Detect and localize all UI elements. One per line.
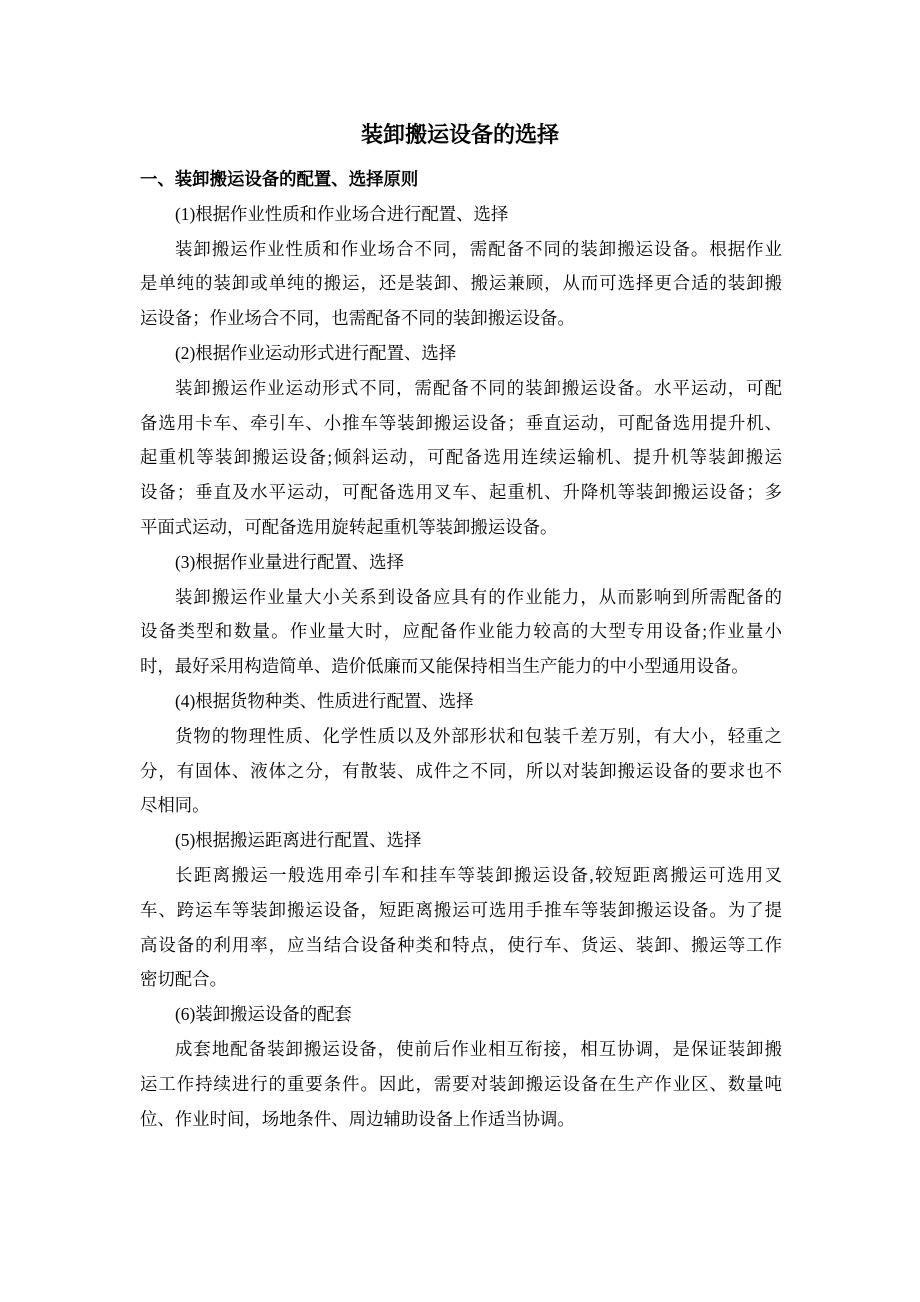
paragraph-line: 车、跨运车等装卸搬运设备，短距离搬运可选用手推车等装卸搬运设备。为了提 (140, 899, 782, 920)
paragraph-line: 是单纯的装卸或单纯的搬运，还是装卸、搬运兼顾，从而可选择更合适的装卸搬 (140, 273, 782, 294)
paragraph-line: 高设备的利用率，应当结合设备种类和特点，使行车、货运、装卸、搬运等工作 (140, 934, 782, 955)
paragraph-line: 装卸搬运作业量大小关系到设备应具有的作业能力，从而影响到所需配备的 (175, 586, 782, 607)
paragraph-line: 位、作业时间，场地条件、周边辅助设备上作适当协调。 (140, 1108, 575, 1129)
principle-subheading: (2)根据作业运动形式进行配置、选择 (175, 342, 457, 363)
principle-section (140, 336, 782, 545)
principle-subheading: (6)装卸搬运设备的配套 (175, 1004, 352, 1025)
paragraph-line: 尽相同。 (140, 795, 210, 816)
document-body (140, 162, 782, 1136)
paragraph-line: 货物的物理性质、化学性质以及外部形状和包装千差万别，有大小，轻重之 (175, 725, 782, 746)
principle-section (140, 997, 782, 1136)
principle-subheading: (5)根据搬运距离进行配置、选择 (175, 830, 422, 851)
principle-section (140, 684, 782, 823)
principle-section (140, 197, 782, 336)
paragraph-line: 运工作持续进行的重要条件。因此，需要对装卸搬运设备在生产作业区、数量吨 (140, 1073, 782, 1094)
paragraph-line: 装卸搬运作业性质和作业场合不同，需配备不同的装卸搬运设备。根据作业 (175, 238, 782, 259)
document-title: 装卸搬运设备的选择 (360, 122, 559, 147)
paragraph-line: 备选用卡车、牵引车、小推车等装卸搬运设备；垂直运动，可配备选用提升机、 (140, 412, 782, 433)
paragraph-line: 运设备；作业场合不同，也需配备不同的装卸搬运设备。 (140, 308, 575, 329)
principle-subheading: (3)根据作业量进行配置、选择 (175, 551, 404, 572)
paragraph-line: 平面式运动，可配备选用旋转起重机等装卸搬运设备。 (140, 516, 558, 537)
sections (140, 197, 782, 1137)
principle-section (140, 545, 782, 684)
paragraph-line: 密切配合。 (140, 969, 227, 990)
paragraph-line: 设备；垂直及水平运动，可配备选用叉车、起重机、升降机等装卸搬运设备；多 (140, 482, 782, 503)
principle-subheading: (1)根据作业性质和作业场合进行配置、选择 (175, 203, 509, 224)
section-heading: 一、装卸搬运设备的配置、选择原则 (140, 169, 419, 189)
paragraph-line: 装卸搬运作业运动形式不同，需配备不同的装卸搬运设备。水平运动，可配 (175, 377, 782, 398)
paragraph-line: 时，最好采用构造简单、造价低廉而又能保持相当生产能力的中小型通用设备。 (140, 656, 749, 677)
paragraph-line: 起重机等装卸搬运设备;倾斜运动，可配备选用连续运输机、提升机等装卸搬运 (140, 447, 782, 468)
paragraph-line: 成套地配备装卸搬运设备，使前后作业相互衔接，相互协调，是保证装卸搬 (175, 1038, 782, 1059)
principle-section (140, 823, 782, 997)
paragraph-line: 分，有固体、液体之分，有散装、成件之不同，所以对装卸搬运设备的要求也不 (140, 760, 782, 781)
paragraph-line: 设备类型和数量。作业量大时，应配备作业能力较高的大型专用设备;作业量小 (140, 621, 782, 642)
paragraph-line: 长距离搬运一般选用牵引车和挂车等装卸搬运设备,较短距离搬运可选用叉 (175, 864, 782, 885)
principle-subheading: (4)根据货物种类、性质进行配置、选择 (175, 690, 474, 711)
